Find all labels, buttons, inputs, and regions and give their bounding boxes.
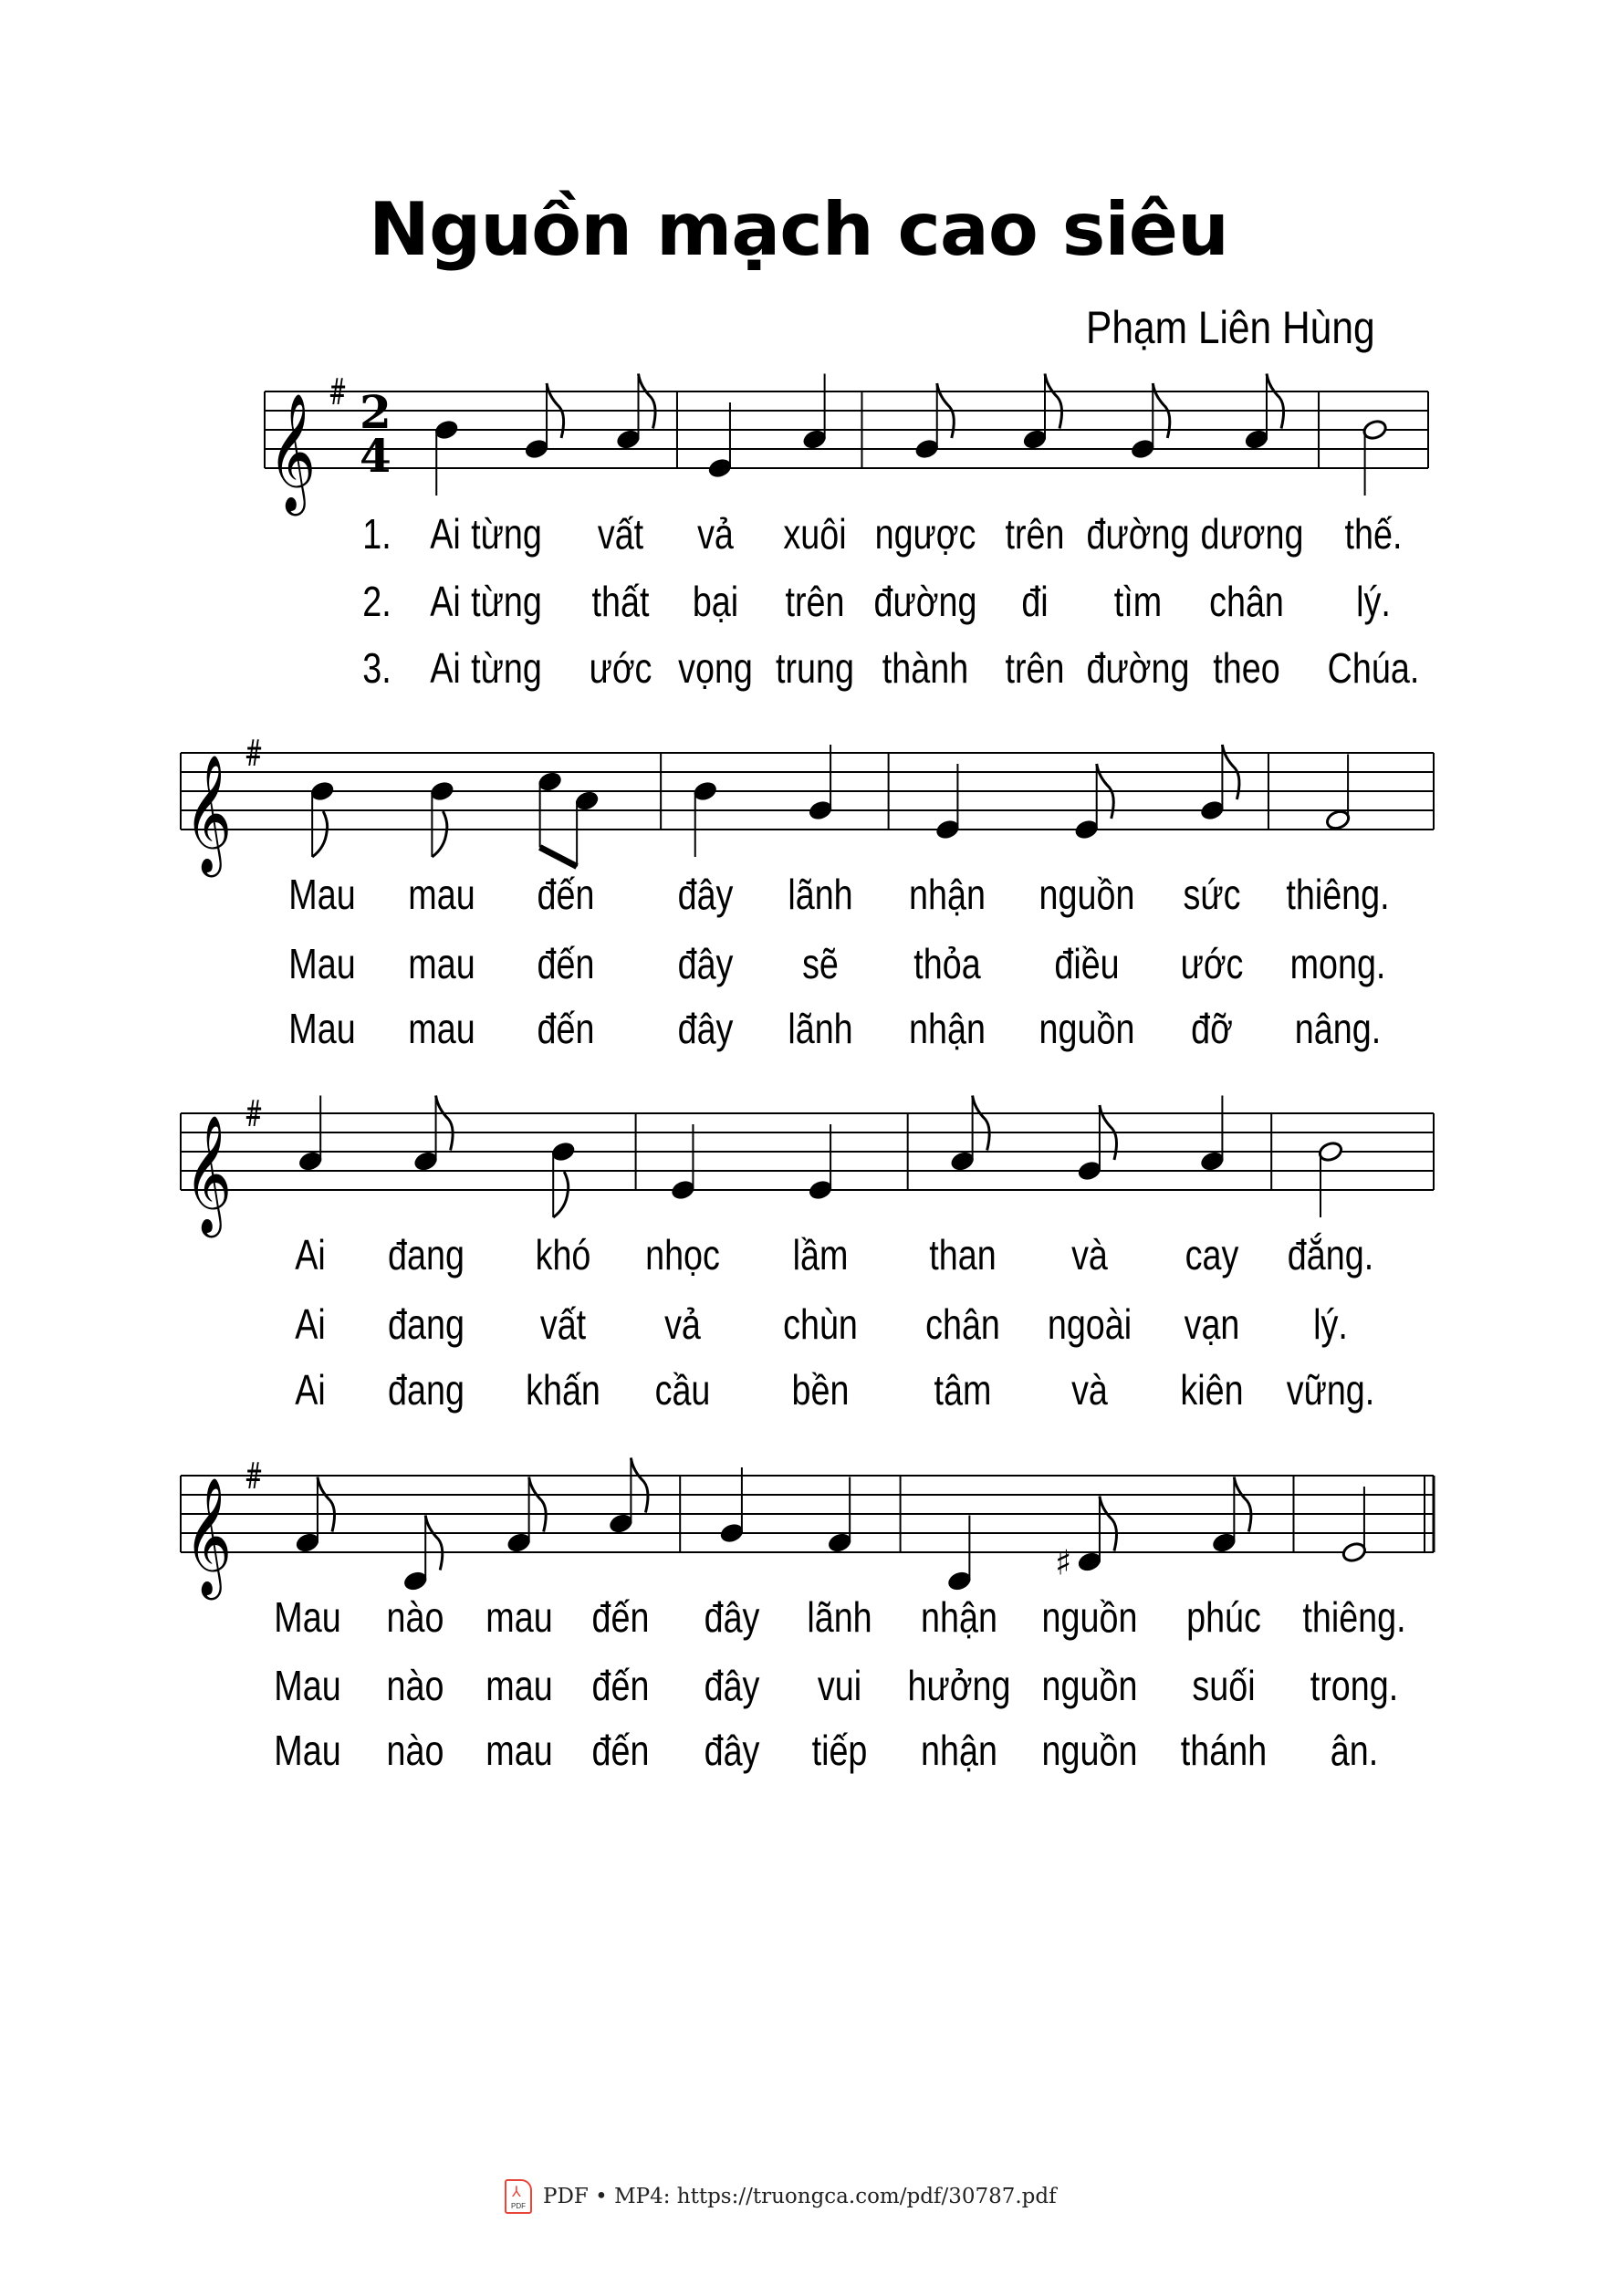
lyric-syllable: đang [387,1231,464,1278]
lyric-syllable: lãnh [788,1005,853,1052]
lyric-syllable: thế. [1344,510,1403,558]
lyric-syllable: ước [1180,940,1244,987]
key-signature-sharp: # [245,1456,263,1498]
lyric-syllable: Ai [295,1300,326,1348]
lyric-syllable: từng [471,644,543,692]
lyric-syllable: thất [591,578,650,625]
lyric-syllable: đây [704,1662,760,1709]
lyric-syllable: suối [1192,1662,1256,1709]
lyric-syllable: đường [873,578,977,625]
lyric-syllable: đang [387,1300,464,1348]
treble-clef-icon: 𝄞 [184,754,245,872]
lyric-syllable: chân [924,1300,1000,1348]
lyric-syllable: đường [1086,644,1190,692]
lyric-syllable: nguồn [1039,1005,1135,1052]
lyric-syllable: bền [791,1366,850,1414]
lyric-syllable: lãnh [788,871,853,918]
lyric-syllable: lý. [1313,1300,1348,1348]
lyric-syllable: vững. [1286,1366,1375,1414]
lyric-syllable: tiếp [811,1727,868,1774]
lyric-syllable: từng [471,510,543,558]
lyric-syllable: Chúa. [1327,644,1420,692]
lyric-syllable: phúc [1186,1593,1262,1641]
eighth-flag [639,374,656,429]
lyric-syllable: từng [471,578,543,625]
lyric-syllable: Mau [274,1727,341,1774]
lyric-syllable: đến [591,1593,650,1641]
eighth-flag [1100,1497,1117,1551]
eighth-flag [432,811,447,857]
key-signature-sharp: # [245,1093,263,1135]
lyric-syllable: cay [1185,1231,1239,1278]
lyric-syllable: bại [692,578,739,625]
lyric-syllable: Mau [288,940,356,987]
time-signature-top: 2 [360,385,391,439]
lyric-syllable: đây [677,871,734,918]
lyric-syllable: ngoài [1047,1300,1133,1348]
lyric-syllable: vọng [678,644,753,692]
footer-text[interactable]: PDF • MP4: https://truongca.com/pdf/30787.pdf [543,2185,1057,2208]
lyric-syllable: chân [1208,578,1284,625]
lyric-syllable: nhận [921,1727,998,1774]
eighth-flag [318,1477,335,1532]
eighth-flag [1267,374,1284,429]
lyric-syllable: mau [485,1662,553,1709]
lyric-syllable: trung [775,644,854,692]
lyric-syllable: Mau [274,1662,341,1709]
lyric-syllable: đến [537,940,595,987]
eighth-flag [425,1516,443,1571]
lyric-syllable: kiên [1180,1366,1244,1414]
lyric-syllable: Ai [429,644,461,692]
lyric-syllable: nào [386,1593,444,1641]
lyric-syllable: Ai [429,578,461,625]
treble-clef-icon: 𝄞 [184,1114,245,1233]
lyric-syllable: nào [386,1662,444,1709]
lyric-syllable: nhọc [645,1231,721,1278]
lyric-syllable: điều [1054,940,1120,987]
lyric-syllable: trên [1005,510,1065,558]
lyric-syllable: đến [591,1662,650,1709]
eighth-flag [973,1096,990,1151]
lyric-syllable: mau [485,1727,553,1774]
lyric-syllable: đây [704,1727,760,1774]
lyric-syllable: thỏa [913,940,982,987]
lyric-syllable: trên [785,578,845,625]
lyric-syllable: mau [408,871,476,918]
lyric-syllable: ước [589,644,652,692]
eighth-flag [553,1172,569,1217]
lyric-syllable: nguồn [1041,1593,1138,1641]
eighth-flag [1234,1477,1251,1532]
lyric-syllable: mau [485,1593,553,1641]
treble-clef-icon: 𝄞 [184,1477,245,1595]
lyric-syllable: nguồn [1039,871,1135,918]
lyric-syllable: đi [1021,578,1049,625]
lyric-syllable: đây [704,1593,760,1641]
lyric-syllable: và [1071,1231,1108,1278]
lyric-syllable: nhận [921,1593,998,1641]
lyric-syllable: đến [537,1005,595,1052]
composer-name: Phạm Liên Hùng [1086,302,1375,353]
lyric-syllable: sức [1183,871,1241,918]
lyric-syllable: mau [408,940,476,987]
lyric-syllable: lãnh [807,1593,872,1641]
lyric-syllable: sẽ [802,940,840,987]
lyric-syllable: dương [1200,510,1304,558]
eighth-flag [312,811,328,857]
eighth-flag [631,1458,648,1513]
lyric-syllable: Ai [295,1231,326,1278]
time-signature-bottom: 4 [360,429,391,483]
key-signature-sharp: # [245,733,263,775]
lyric-syllable: Mau [288,1005,356,1052]
eighth-flag [1045,374,1062,429]
lyric-syllable: đến [537,871,595,918]
lyric-syllable: nâng. [1294,1005,1382,1052]
lyric-syllable: nguồn [1041,1727,1138,1774]
lyric-syllable: Ai [295,1366,326,1414]
lyric-syllable: xuôi [783,510,847,558]
lyric-syllable: chùn [783,1300,858,1348]
lyric-syllable: trong. [1310,1662,1399,1709]
lyric-syllable: cầu [655,1366,711,1414]
lyric-syllable: và [1071,1366,1108,1414]
lyric-syllable: nào [386,1727,444,1774]
lyric-syllable: thành [882,644,969,692]
lyric-syllable: 3. [362,644,391,692]
lyric-syllable: khấn [526,1366,601,1414]
pdf-file-icon[interactable]: ⅄ PDF [505,2179,532,2214]
lyric-syllable: Mau [274,1593,341,1641]
note-beam [540,848,578,867]
lyric-syllable: đây [677,940,734,987]
lyric-syllable: vất [598,510,644,558]
lyric-syllable: 1. [362,510,391,558]
lyric-syllable: thánh [1181,1727,1268,1774]
lyric-syllable: 2. [362,578,391,625]
lyric-syllable: nhận [909,871,986,918]
lyric-syllable: ân. [1330,1727,1379,1774]
lyric-syllable: thiêng. [1286,871,1390,918]
lyric-syllable: tìm [1114,578,1163,625]
lyric-syllable: đến [591,1727,650,1774]
lyric-syllable: đường [1086,510,1190,558]
lyric-syllable: Ai [429,510,461,558]
treble-clef-icon: 𝄞 [268,392,329,511]
lyric-syllable: mong. [1289,940,1386,987]
lyric-syllable: vả [664,1300,702,1348]
lyric-syllable: thiêng. [1302,1593,1406,1641]
lyric-syllable: trên [1005,644,1065,692]
pdf-icon-label: PDF [511,2202,526,2210]
lyric-syllable: đỡ [1191,1005,1234,1052]
lyric-syllable: lý. [1356,578,1391,625]
sharp-accidental: ♯ [1054,1542,1072,1583]
lyric-syllable: mau [408,1005,476,1052]
key-signature-sharp: # [329,371,347,413]
lyric-syllable: vui [818,1662,862,1709]
lyric-syllable: tâm [934,1366,992,1414]
lyric-syllable: khó [535,1231,591,1278]
lyric-syllable: hưởng [907,1662,1011,1709]
lyric-syllable: nguồn [1041,1662,1138,1709]
lyric-syllable: nhận [909,1005,986,1052]
lyric-syllable: vất [540,1300,587,1348]
lyric-syllable: than [928,1231,997,1278]
lyric-syllable: đắng. [1287,1231,1374,1278]
lyric-syllable: vạn [1184,1300,1240,1348]
lyric-syllable: vả [697,510,735,558]
lyric-syllable: theo [1212,644,1280,692]
lyric-syllable: ngược [874,510,976,558]
eighth-flag [436,1096,454,1151]
lyric-syllable: đang [387,1366,464,1414]
song-title: Nguồn mạch cao siêu [369,187,1228,272]
lyric-syllable: lầm [792,1231,849,1278]
lyric-syllable: Mau [288,871,356,918]
lyric-syllable: đây [677,1005,734,1052]
footer-link[interactable] [505,2179,1057,2214]
eighth-flag [529,1477,547,1532]
